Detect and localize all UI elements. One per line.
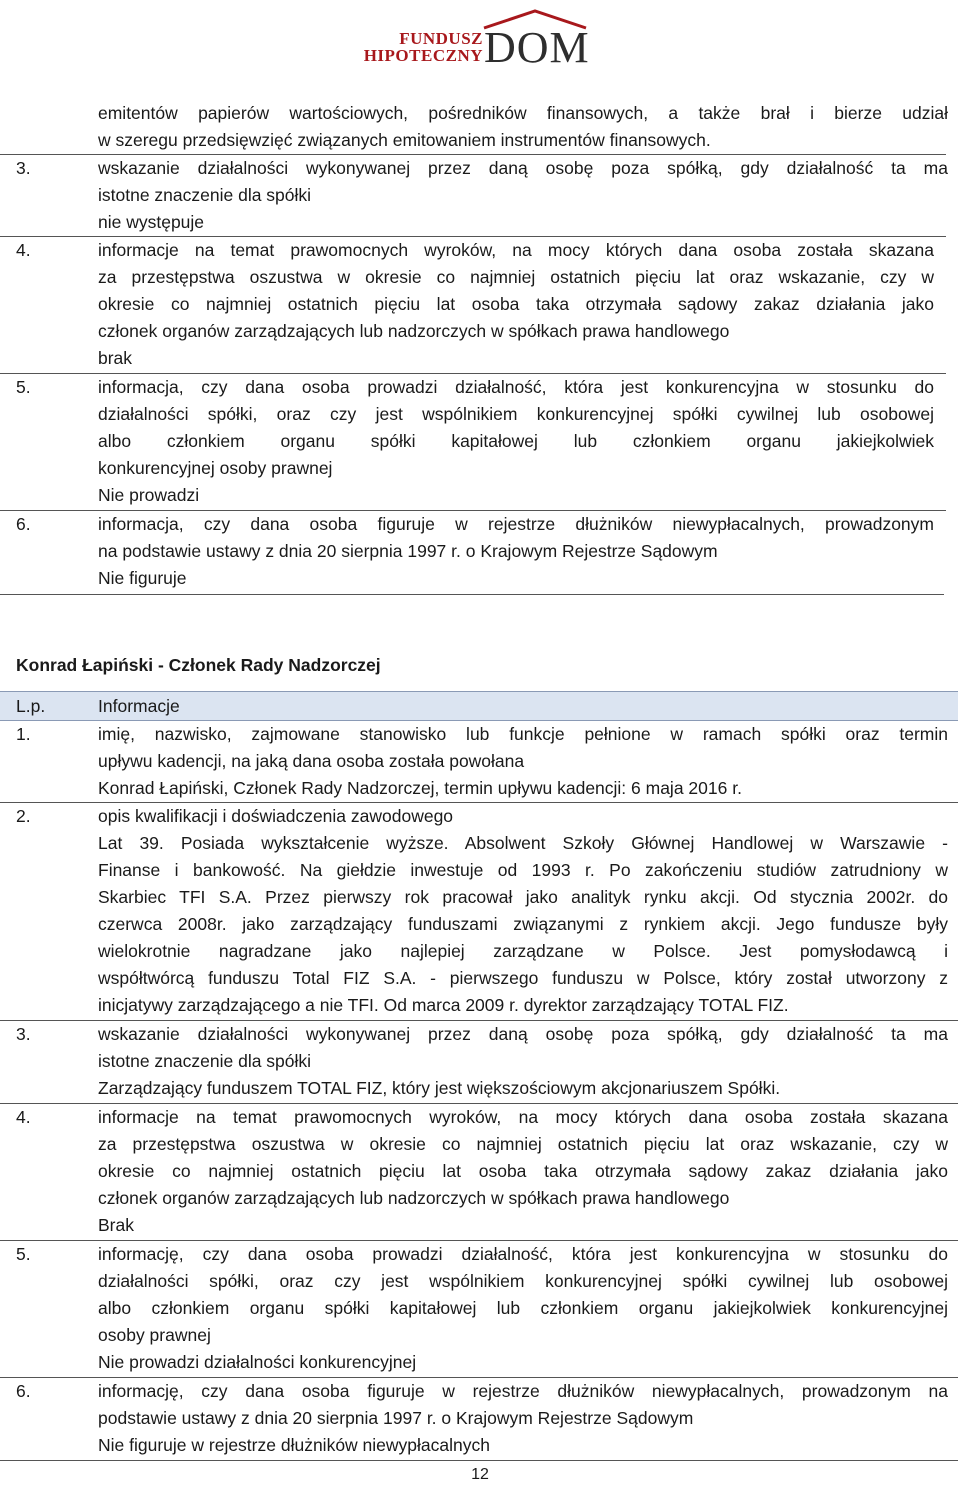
text-line: [0, 992, 960, 1019]
text-line: [0, 1268, 960, 1295]
text-line: [0, 1048, 960, 1075]
question-line: za przestępstwa oszustwa w okresie co najmniej ostatnich pięciu lat oraz wskazanie, czy w: [98, 267, 934, 287]
question-line: albo członkiem organu spółki kapitałowej lub członkiem organu jakiejkolwiek konkurencyjnej: [98, 1298, 948, 1318]
item-number: 3.: [16, 158, 31, 178]
text-line: [0, 127, 960, 154]
text-line: [0, 884, 960, 911]
question-line: członek organów zarządzających lub nadzorczych w spółkach prawa handlowego: [98, 321, 730, 341]
question-line: za przestępstwa oszustwa w okresie co najmniej ostatnich pięciu lat oraz wskazanie, czy w: [98, 1134, 948, 1154]
section-heading: Konrad Łapiński - Członek Rady Nadzorczej: [16, 655, 381, 675]
list-item: [0, 155, 960, 182]
item-number: 3.: [16, 1024, 31, 1044]
text-line: [0, 1212, 960, 1239]
answer-text: Nie figuruje w rejestrze dłużników niewypłacalnych: [98, 1435, 490, 1455]
text-line: [0, 1322, 960, 1349]
answer-text: czerwca 2008r. jako zarządzający funduszami związanymi z rynkiem akcji. Jego fundusze były: [98, 914, 948, 934]
question-line: informację, czy dana osoba figuruje w rejestrze dłużników niewypłacalnych, prowadzonym na: [98, 1381, 948, 1401]
question-line: działalności spółki, oraz czy jest wspólnikiem konkurencyjnej spółki cywilnej lub osobowej: [98, 404, 934, 424]
question-line: podstawie ustawy z dnia 20 sierpnia 1997 r. o Krajowym Rejestrze Sądowym: [98, 1408, 694, 1428]
text-line: [0, 748, 960, 775]
question-line: na podstawie ustawy z dnia 20 sierpnia 1997 r. o Krajowym Rejestrze Sądowym: [98, 541, 718, 561]
text-line: [0, 830, 960, 857]
table-header: [0, 691, 958, 721]
text-line: [0, 455, 960, 482]
answer-text: nie występuje: [98, 212, 205, 232]
answer-text: Konrad Łapiński, Członek Rady Nadzorczej, termin upływu kadencji: 6 maja 2016 r.: [98, 778, 742, 798]
text-line: [0, 291, 960, 318]
question-line: działalności spółki, oraz czy jest wspólnikiem konkurencyjnej spółki cywilnej lub osobowej: [98, 1271, 948, 1291]
text-line: [0, 775, 960, 802]
text-line: [0, 345, 960, 372]
text-line: [0, 1131, 960, 1158]
item-number: 2.: [16, 806, 31, 826]
answer-text: Brak: [98, 1215, 134, 1235]
question-line: opis kwalifikacji i doświadczenia zawodowego: [98, 806, 454, 826]
item-number: 1.: [16, 724, 31, 744]
question-line: członek organów zarządzających lub nadzorczych w spółkach prawa handlowego: [98, 1188, 730, 1208]
text-line: [0, 538, 960, 565]
table-bottom-border: [0, 594, 944, 595]
text-line: [0, 209, 960, 236]
answer-text: Finanse i bankowość. Na giełdzie inwestuje od 1993 r. Po zakończeniu studiów zatrudniony w: [98, 860, 948, 880]
text-line: [0, 1185, 960, 1212]
text-line: [0, 565, 960, 592]
question-line: istotne znaczenie dla spółki: [98, 185, 312, 205]
answer-text: Zarządzający funduszem TOTAL FIZ, który jest większościowym akcjonariuszem Spółki.: [98, 1078, 781, 1098]
text-line: [0, 1075, 960, 1102]
text-line: [0, 1432, 960, 1459]
text-line: [0, 428, 960, 455]
column-header-informacje: Informacje: [98, 696, 180, 716]
answer-text: współtwórcą funduszu Total FIZ S.A. - pierwszego funduszu w Polsce, który został utworzony z: [98, 968, 948, 988]
list-item: [0, 511, 960, 538]
text-line: [0, 1158, 960, 1185]
logo-line-hipoteczny: HIPOTECZNY: [363, 46, 483, 65]
question-line: okresie co najmniej ostatnich pięciu lat osoba taka otrzymała sądowy zakaz działania jako: [98, 1161, 948, 1181]
text-line: [0, 100, 960, 127]
question-line: upływu kadencji, na jaką dana osoba została powołana: [98, 751, 525, 771]
list-item: [0, 237, 960, 264]
question-line: informacje na temat prawomocnych wyroków, na mocy których dana osoba została skazana: [98, 1107, 948, 1127]
list-item: [0, 1104, 960, 1131]
text-line: [0, 911, 960, 938]
question-line: wskazanie działalności wykonywanej przez daną osobę poza spółką, gdy działalność ta ma: [98, 1024, 948, 1044]
continuation-line: emitentów papierów wartościowych, pośredników finansowych, a także brał i bierze udział: [98, 103, 948, 123]
text-line: [0, 401, 960, 428]
list-item: [0, 1241, 960, 1268]
text-line: [0, 264, 960, 291]
text-line: [0, 938, 960, 965]
item-number: 4.: [16, 1107, 31, 1127]
question-line: konkurencyjnej osoby prawnej: [98, 458, 333, 478]
answer-text: wielokrotnie nagradzane jako najlepiej zarządzane w Polsce. Jest pomysłodawcą i: [98, 941, 948, 961]
question-line: imię, nazwisko, zajmowane stanowisko lub funkcje pełnione w ramach spółki oraz termin: [98, 724, 948, 744]
question-line: informacje na temat prawomocnych wyroków, na mocy których dana osoba została skazana: [98, 240, 934, 260]
text-line: [0, 857, 960, 884]
answer-text: Nie prowadzi: [98, 485, 200, 505]
question-line: wskazanie działalności wykonywanej przez daną osobę poza spółką, gdy działalność ta ma: [98, 158, 948, 178]
list-item: [0, 1021, 960, 1048]
fundusz-dom-logo: [338, 2, 610, 76]
logo-text: [348, 30, 483, 64]
logo-line-fundusz: FUNDUSZ: [399, 29, 483, 48]
text-line: [0, 965, 960, 992]
column-header-lp: L.p.: [16, 696, 46, 716]
item-number: 6.: [16, 1381, 31, 1401]
list-item: [0, 374, 960, 401]
answer-text: Nie prowadzi działalności konkurencyjnej: [98, 1352, 417, 1372]
list-item: [0, 803, 960, 830]
question-line: albo członkiem organu spółki kapitałowej lub członkiem organu jakiejkolwiek: [98, 431, 934, 451]
question-line: informacja, czy dana osoba figuruje w rejestrze dłużników niewypłacalnych, prowadzonym: [98, 514, 934, 534]
text-line: [0, 1295, 960, 1322]
text-line: [0, 1349, 960, 1376]
list-item: [0, 721, 960, 748]
continuation-line: w szeregu przedsięwzięć związanych emitowaniem instrumentów finansowych.: [98, 130, 711, 150]
question-line: informację, czy dana osoba prowadzi działalność, która jest konkurencyjna w stosunku do: [98, 1244, 948, 1264]
answer-text: Nie figuruje: [98, 568, 187, 588]
text-line: [0, 182, 960, 209]
answer-text: brak: [98, 348, 133, 368]
question-line: informacja, czy dana osoba prowadzi działalność, która jest konkurencyjna w stosunku do: [98, 377, 934, 397]
text-line: [0, 482, 960, 509]
question-line: osoby prawnej: [98, 1325, 211, 1345]
list-item: [0, 1378, 960, 1405]
item-number: 5.: [16, 1244, 31, 1264]
text-line: [0, 318, 960, 345]
table-bottom-border: [0, 1460, 958, 1461]
item-number: 5.: [16, 377, 31, 397]
answer-text: Skarbiec TFI S.A. Przez pierwszy rok pracował jako analityk rynku akcji. Od stycznia 2002r. do: [98, 887, 948, 907]
item-number: 6.: [16, 514, 31, 534]
question-line: okresie co najmniej ostatnich pięciu lat osoba taka otrzymała sądowy zakaz działania jako: [98, 294, 934, 314]
question-line: istotne znaczenie dla spółki: [98, 1051, 312, 1071]
text-line: [0, 1405, 960, 1432]
answer-text: Lat 39. Posiada wykształcenie wyższe. Absolwent Szkoły Głównej Handlowej w Warszawie -: [98, 833, 948, 853]
logo-word-dom: DOM: [484, 23, 590, 72]
item-number: 4.: [16, 240, 31, 260]
answer-text: inicjatywy zarządzającego a nie TFI. Od marca 2009 r. dyrektor zarządzający TOTAL FIZ.: [98, 995, 789, 1015]
page-number: 12: [471, 1466, 489, 1483]
